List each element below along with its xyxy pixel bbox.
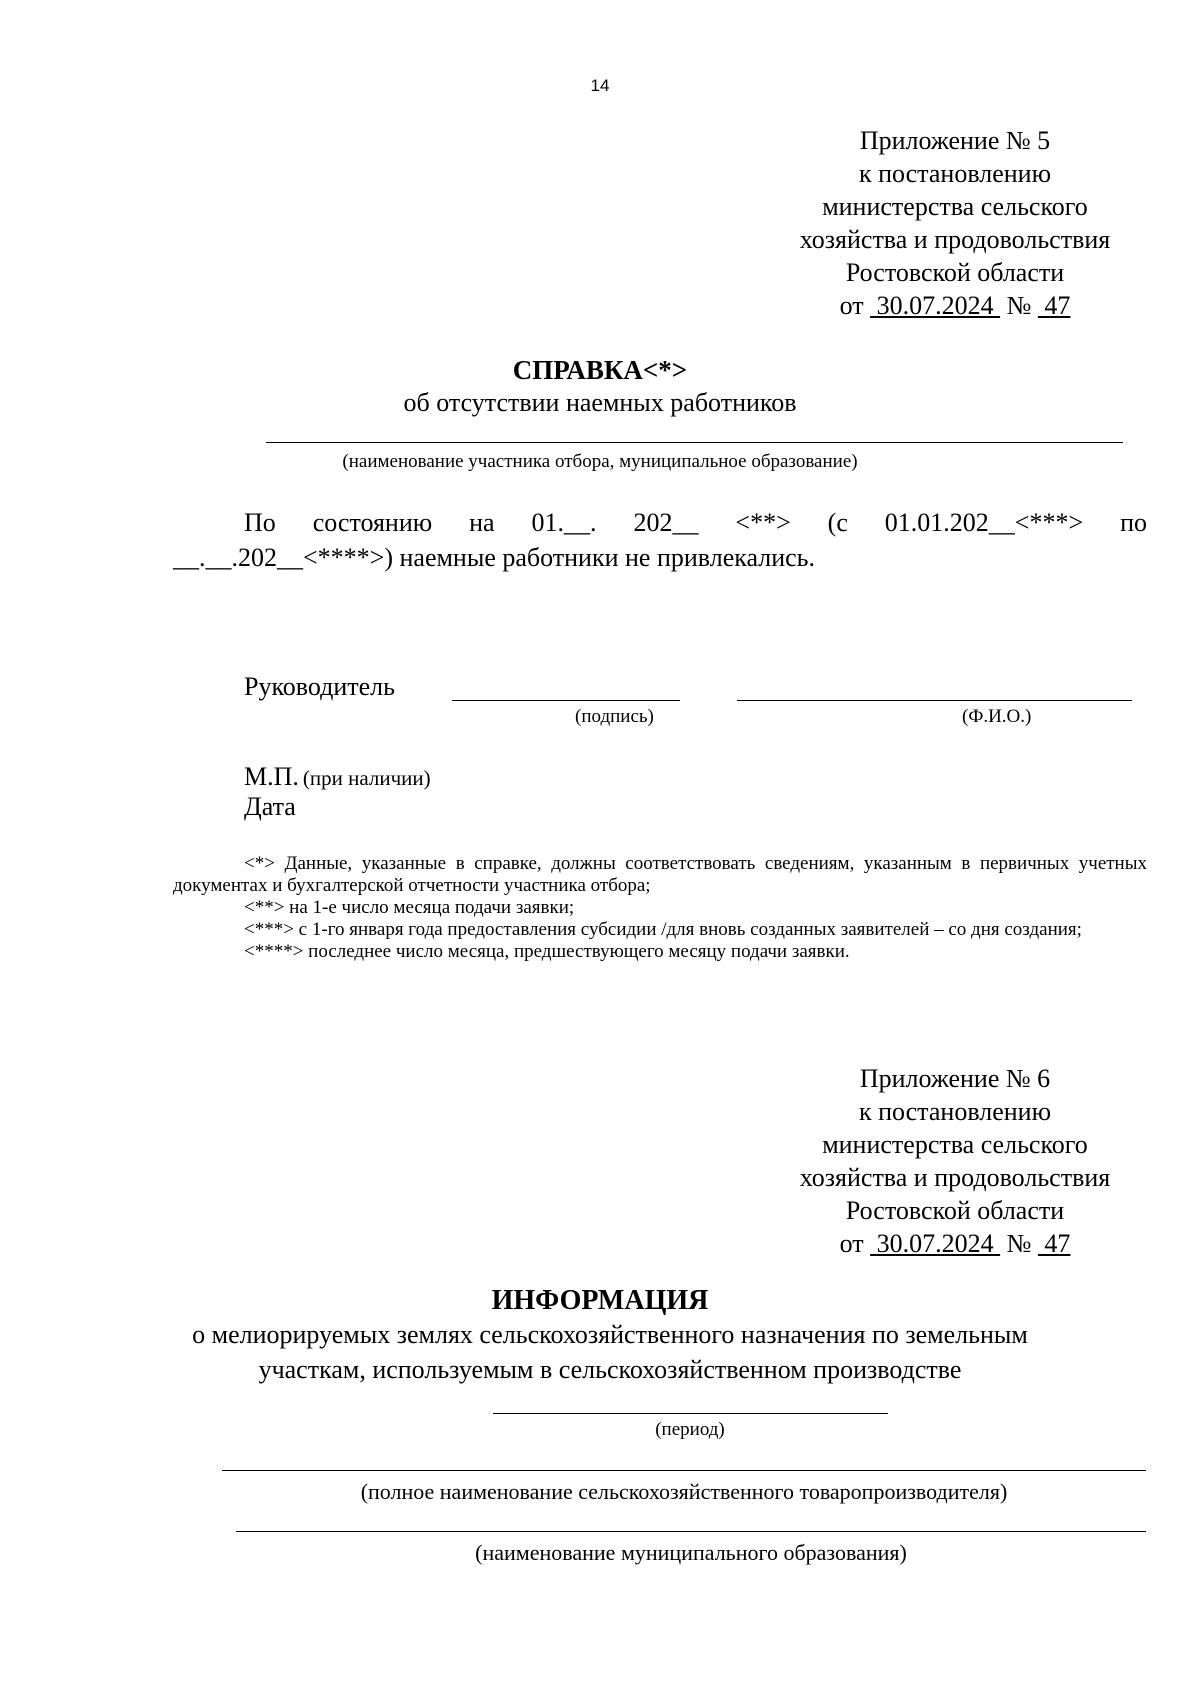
spravka-title: СПРАВКА<*>: [512, 355, 688, 385]
number-sign: №: [1006, 1229, 1032, 1258]
spravka-subtitle: об отсутствии наемных работников: [403, 388, 797, 417]
spravka-body-line-1: По состоянию на 01.__. 202__ <**> (с 01.01.202__<***> по: [244, 508, 1147, 537]
appendix-5-date-line: [745, 289, 1165, 322]
signature-line: [452, 700, 680, 701]
appendix-5-line: Приложение № 5: [859, 126, 1051, 155]
period-line: [493, 1413, 888, 1414]
fio-line: [737, 700, 1132, 701]
appendix-5-line: министерства сельского: [822, 192, 1088, 221]
municipality-line: [236, 1531, 1146, 1532]
participant-name-line: [266, 442, 1123, 443]
approval-date: 30.07.2024: [876, 1229, 994, 1258]
approval-number: 47: [1044, 291, 1071, 320]
number-sign: №: [1006, 291, 1032, 320]
fio-caption: (Ф.И.О.): [962, 706, 1032, 727]
stamp-label: М.П.: [244, 762, 299, 791]
footnotes: [173, 853, 1147, 963]
appendix-5-line: Ростовской области: [845, 258, 1065, 287]
info-subtitle-line-1: о мелиорируемых землях сельскохозяйственного назначения по земельным: [192, 1320, 1028, 1349]
appendix-6-line: министерства сельского: [822, 1130, 1088, 1159]
info-subtitle-line-2: участкам, используемым в сельскохозяйственном производстве: [258, 1355, 962, 1384]
appendix-5-line: к постановлению: [858, 159, 1052, 188]
appendix-5-header: [745, 124, 1165, 322]
period-caption: (период): [655, 1419, 725, 1440]
stamp-note: (при наличии): [302, 766, 431, 790]
footnote-2: <**> на 1-е число месяца подачи заявки;: [244, 897, 575, 918]
appendix-6-date-line: [745, 1227, 1165, 1260]
municipality-caption: (наименование муниципального образования): [475, 1540, 907, 1565]
footnote-3: <***> с 1-го января года предоставления субсидии /для вновь созданных заявителей – со дня создания;: [244, 919, 1082, 940]
info-title: ИНФОРМАЦИЯ: [491, 1285, 709, 1316]
spravka-body-line-2: __.__.202__<****>) наемные работники не привлекались.: [173, 543, 816, 572]
producer-name-line: [222, 1470, 1146, 1471]
date-prefix: от: [839, 291, 864, 320]
appendix-6-header: [745, 1062, 1165, 1260]
date-prefix: от: [839, 1229, 864, 1258]
participant-name-caption: (наименование участника отбора, муниципальное образование): [342, 451, 858, 472]
page-number: 14: [590, 76, 610, 95]
stamp-line: [244, 762, 431, 792]
head-label: Руководитель: [244, 672, 395, 701]
appendix-6-line: Ростовской области: [845, 1196, 1065, 1225]
appendix-6-line: к постановлению: [858, 1097, 1052, 1126]
appendix-6-line: хозяйства и продовольствия: [799, 1163, 1111, 1192]
approval-date: 30.07.2024: [876, 291, 994, 320]
signature-caption: (подпись): [575, 706, 654, 727]
footnote-1: <*> Данные, указанные в справке, должны соответствовать сведениям, указанным в первичных учетных документах и бухгалтерской отчетности участника отбора;: [173, 853, 1147, 896]
date-label: Дата: [244, 792, 296, 821]
appendix-6-line: Приложение № 6: [859, 1064, 1051, 1093]
producer-name-caption: (полное наименование сельскохозяйственного товаропроизводителя): [360, 1479, 1008, 1504]
approval-number: 47: [1044, 1229, 1071, 1258]
appendix-5-line: хозяйства и продовольствия: [799, 225, 1111, 254]
footnote-4: <****> последнее число месяца, предшествующего месяцу подачи заявки.: [244, 941, 850, 962]
